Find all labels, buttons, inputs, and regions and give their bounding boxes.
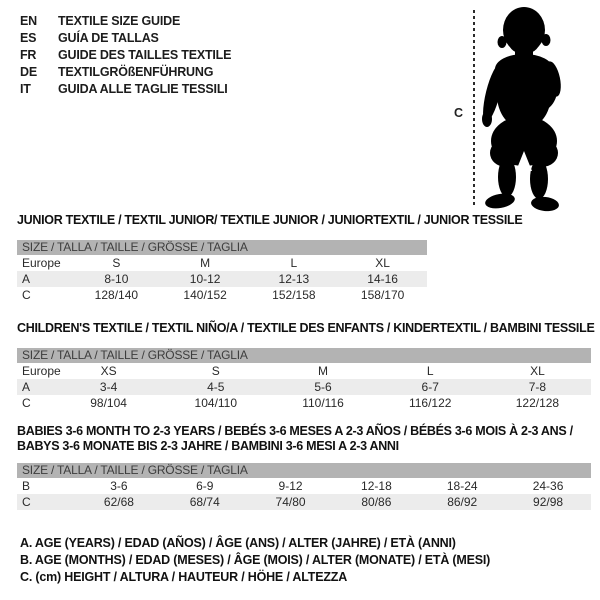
value-cell: 140/152 — [183, 288, 227, 302]
value-cell: 3-6 — [110, 479, 128, 493]
size-cell: XL — [530, 364, 545, 378]
guide-title-it: GUIDA ALLE TAGLIE TESSILI — [58, 82, 228, 96]
row-label: Europe — [22, 364, 61, 378]
guide-title-fr: GUIDE DES TAILLES TEXTILE — [58, 48, 232, 62]
size-header-bar: SIZE / TALLA / TAILLE / GRÖSSE / TAGLIA — [17, 348, 591, 363]
babies-size-table — [17, 424, 591, 510]
value-cell: 80/86 — [361, 495, 392, 509]
babies-table-title — [17, 424, 591, 454]
language-row-es — [20, 30, 231, 47]
table-row — [17, 494, 591, 510]
height-measure-dashed-line — [473, 10, 475, 206]
language-code: FR — [20, 48, 37, 62]
value-cell: 24-36 — [532, 479, 564, 493]
footnote-a-age-years: A. AGE (YEARS) / EDAD (AÑOS) / ÂGE (ANS) / ALTER (JAHRE) / ETÀ (ANNI) — [20, 536, 456, 550]
language-row-fr — [20, 47, 231, 64]
table-row — [17, 287, 427, 303]
value-cell: 74/80 — [275, 495, 306, 509]
size-cell: L — [426, 364, 434, 378]
baby-silhouette-icon — [479, 5, 569, 215]
value-cell: 158/170 — [360, 288, 405, 302]
size-cell: S — [211, 364, 220, 378]
row-label: C — [22, 288, 31, 302]
junior-size-table — [17, 213, 523, 303]
table-row — [17, 363, 591, 379]
value-cell: 18-24 — [446, 479, 478, 493]
children-size-table — [17, 321, 595, 411]
babies-table-title-line1: BABIES 3-6 MONTH TO 2-3 YEARS / BEBÉS 3-6 MESES A 2-3 AÑOS / BÉBÉS 3-6 MOIS À 2-3 ANS / — [17, 424, 573, 438]
language-row-en — [20, 13, 231, 30]
value-cell: 110/116 — [302, 396, 344, 410]
value-cell: 128/140 — [94, 288, 139, 302]
value-cell: 9-12 — [278, 479, 303, 493]
value-cell: 152/158 — [272, 288, 316, 302]
table-row — [17, 395, 591, 411]
size-cell: S — [112, 256, 121, 270]
size-cell: XL — [375, 256, 390, 270]
value-cell: 14-16 — [367, 272, 398, 286]
row-label: A — [22, 380, 31, 394]
guide-title-es: GUÍA DE TALLAS — [58, 31, 159, 45]
footnote-b-age-months: B. AGE (MONTHS) / EDAD (MESES) / ÂGE (MOIS) / ALTER (MONATE) / ETÀ (MESI) — [20, 553, 491, 567]
language-code: ES — [20, 31, 37, 45]
value-cell: 12-13 — [278, 272, 310, 286]
value-cell: 7-8 — [528, 380, 547, 394]
row-label: B — [22, 479, 31, 493]
babies-table-title-line2: BABYS 3-6 MONATE BIS 2-3 JAHRE / BAMBINI 3-6 MESI A 2-3 ANNI — [17, 439, 399, 453]
row-label: Europe — [22, 256, 61, 270]
table-row — [17, 478, 591, 494]
value-cell: 104/110 — [194, 396, 238, 410]
value-cell: 116/122 — [408, 396, 452, 410]
value-cell: 6-9 — [196, 479, 214, 493]
value-cell: 3-4 — [99, 380, 118, 394]
value-cell: 10-12 — [189, 272, 221, 286]
footnote-c-height-cm: C. (cm) HEIGHT / ALTURA / HAUTEUR / HÖHE / ALTEZZA — [20, 570, 348, 584]
row-label: A — [22, 272, 31, 286]
row-label: C — [22, 495, 31, 509]
size-header-bar: SIZE / TALLA / TAILLE / GRÖSSE / TAGLIA — [17, 240, 427, 255]
value-cell: 4-5 — [207, 380, 225, 394]
value-cell: 62/68 — [103, 495, 134, 509]
height-measure-label: C — [454, 106, 464, 120]
language-code: DE — [20, 65, 37, 79]
value-cell: 12-18 — [361, 479, 392, 493]
value-cell: 8-10 — [104, 272, 129, 286]
language-guide-list — [20, 13, 231, 98]
value-cell: 122/128 — [515, 396, 560, 410]
language-row-de — [20, 64, 231, 81]
guide-title-de: TEXTILGRÖßENFÜHRUNG — [58, 65, 214, 79]
value-cell: 6-7 — [421, 380, 439, 394]
value-cell: 92/98 — [533, 495, 564, 509]
value-cell: 86/92 — [447, 495, 478, 509]
guide-title-en: TEXTILE SIZE GUIDE — [58, 14, 181, 28]
value-cell: 68/74 — [189, 495, 220, 509]
legend-footnotes — [20, 535, 490, 586]
table-row — [17, 255, 427, 271]
language-code: EN — [20, 14, 37, 28]
value-cell: 5-6 — [314, 380, 332, 394]
language-code: IT — [20, 82, 31, 96]
size-cell: M — [318, 364, 328, 378]
row-label: C — [22, 396, 31, 410]
table-row — [17, 271, 427, 287]
language-row-it — [20, 81, 231, 98]
table-row — [17, 379, 591, 395]
size-cell: M — [200, 256, 211, 270]
size-cell: L — [290, 256, 298, 270]
size-header-bar: SIZE / TALLA / TAILLE / GRÖSSE / TAGLIA — [17, 463, 591, 478]
junior-table-title: JUNIOR TEXTILE / TEXTIL JUNIOR/ TEXTILE JUNIOR / JUNIORTEXTIL / JUNIOR TESSILE — [17, 213, 523, 227]
value-cell: 98/104 — [90, 396, 127, 410]
size-cell: XS — [100, 364, 117, 378]
children-table-title: CHILDREN'S TEXTILE / TEXTIL NIÑO/A / TEXTILE DES ENFANTS / KINDERTEXTIL / BAMBINI TESSILE — [17, 321, 595, 335]
